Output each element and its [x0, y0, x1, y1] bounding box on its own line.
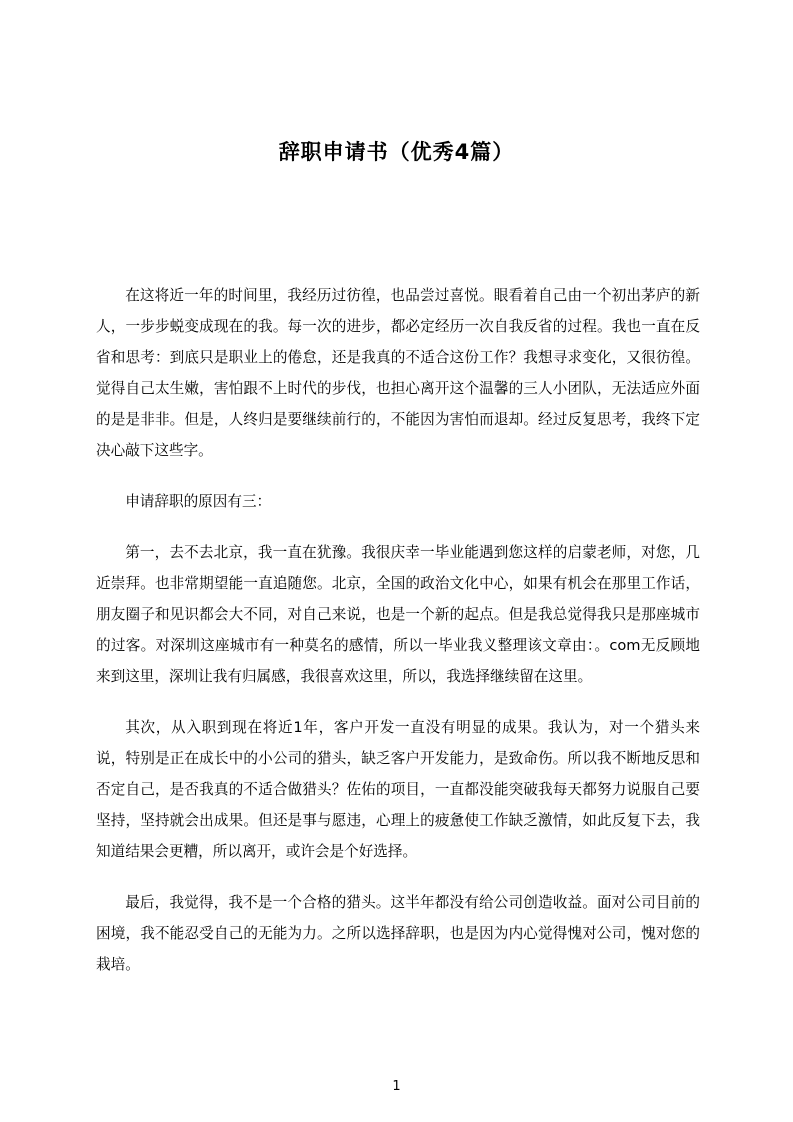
document-body [96, 280, 700, 980]
paragraph: 最后，我觉得，我不是一个合格的猎头。这半年都没有给公司创造收益。面对公司目前的困境，我不能忍受自己的无能为力。之所以选择辞职，也是因为内心觉得愧对公司，愧对您的栽培。 [96, 894, 700, 973]
paragraph: 其次，从入职到现在将近1年，客户开发一直没有明显的成果。我认为，对一个猎头来说，特别是正在成长中的小公司的猎头，缺乏客户开发能力，是致命伤。所以我不断地反思和否定自己，是否我真的不适合做猎头？佐佑的项目，一直都没能突破我每天都努力说服自己要坚持，坚持就会出成果。但还是事与愿违，心理上的疲惫使工作缺乏激情，如此反复下去，我知道结果会更糟，所以离开，或许会是个好选择。 [96, 719, 700, 860]
paragraph: 在这将近一年的时间里，我经历过彷徨，也品尝过喜悦。眼看着自己由一个初出茅庐的新人，一步步蜕变成现在的我。每一次的进步，都必定经历一次自我反省的过程。我也一直在反省和思考：到底只是职业上的倦怠，还是我真的不适合这份工作？我想寻求变化，又很彷徨。觉得自己太生嫩，害怕跟不上时代的步伐，也担心离开这个温馨的三人小团队，无法适应外面的是是非非。但是，人终归是要继续前行的，不能因为害怕而退却。经过反复思考，我终下定决心敲下这些字。 [96, 287, 700, 459]
page-number: 1 [392, 1079, 401, 1094]
paragraph: 申请辞职的原因有三： [125, 493, 272, 510]
paragraph: 第一，去不去北京，我一直在犹豫。我很庆幸一毕业能遇到您这样的启蒙老师，对您，几近崇拜。也非常期望能一直追随您。北京，全国的政治文化中心，如果有机会在那里工作话，朋友圈子和见识都会大不同，对自己来说，也是一个新的起点。但是我总觉得我只是那座城市的过客。对深圳这座城市有一种莫名的感情，所以一毕业我义整理该文章由：。com无反顾地来到这里，深圳让我有归属感，我很喜欢这里，所以，我选择继续留在这里。 [96, 544, 700, 685]
page-title: 辞职申请书（优秀4篇） [278, 140, 515, 164]
